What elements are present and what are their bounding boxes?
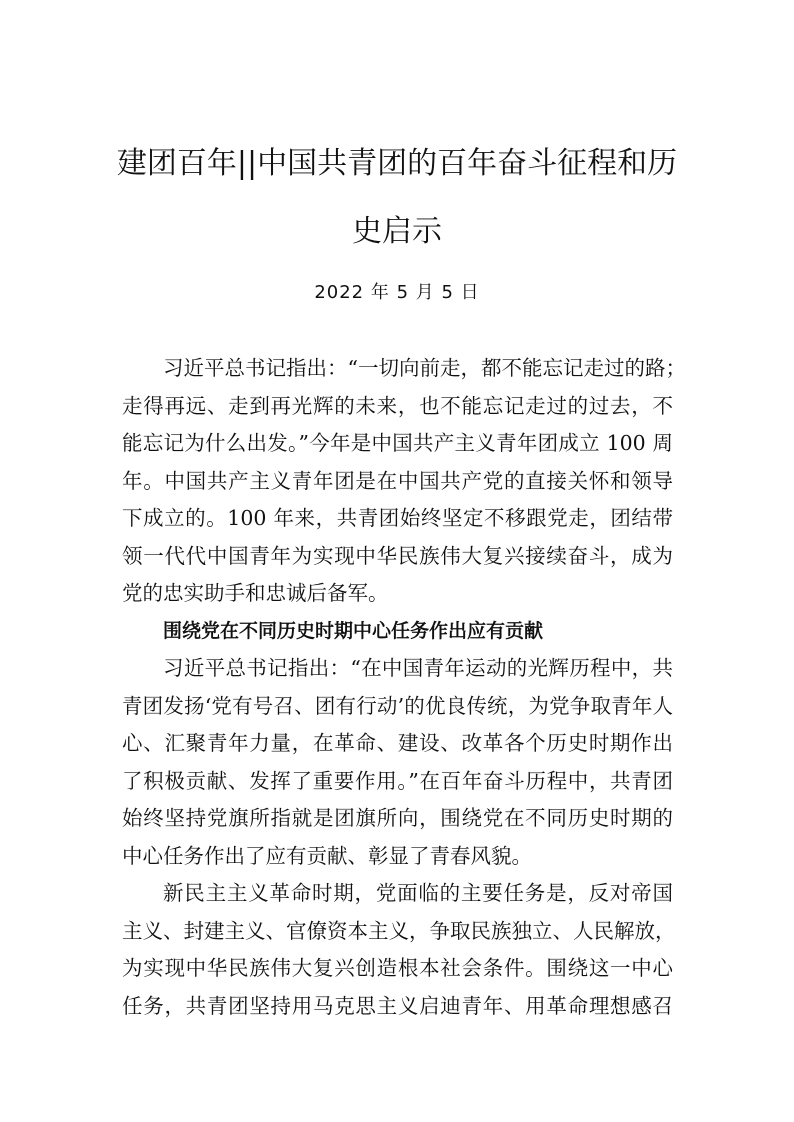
paragraph-line: 年。中国共产主义青年团是在中国共产党的直接关怀和领导 — [122, 468, 673, 493]
paragraph-line: 党的忠实助手和忠诚后备军。 — [122, 581, 389, 605]
paragraph-line: 始终坚持党旗所指就是团旗所向，围绕党在不同历史时期的 — [122, 806, 673, 830]
paragraph-line: 了积极贡献、发挥了重要作用。”在百年奋斗历程中，共青团 — [122, 768, 673, 793]
paragraph-line: 主义、封建主义、官僚资本主义，争取民族独立、人民解放， — [122, 918, 676, 943]
paragraph-line: 任务，共青团坚持用马克思主义启迪青年、用革命理想感召 — [122, 993, 673, 1018]
paragraph-line: 走得再远、走到再光辉的未来，也不能忘记走过的过去，不 — [122, 393, 673, 418]
paragraph-line: 为实现中华民族伟大复兴创造根本社会条件。围绕这一中心 — [122, 956, 673, 980]
article-body — [122, 350, 686, 1025]
document-title-line-2: 史启示 — [352, 214, 442, 249]
paragraph-line: 下成立的。100 年来，共青团始终坚定不移跟党走，团结带 — [122, 506, 673, 530]
paragraph-line: 领一代代中国青年为实现中华民族伟大复兴接续奋斗，成为 — [122, 543, 673, 568]
paragraph-line: 中心任务作出了应有贡献、彰显了青春风貌。 — [122, 843, 532, 868]
paragraph-line: 青团发扬‘党有号召、团有行动’的优良传统，为党争取青年人 — [122, 693, 673, 718]
paragraph-line: 新民主主义革命时期，党面临的主要任务是，反对帝国 — [163, 881, 673, 905]
paragraph-line: 习近平总书记指出：“在中国青年运动的光辉历程中，共 — [163, 656, 673, 680]
paragraph-line: 习近平总书记指出：“一切向前走，都不能忘记走过的路； — [163, 356, 686, 380]
publish-date: 2022 年 5 月 5 日 — [314, 282, 480, 303]
section-heading: 围绕党在不同历史时期中心任务作出应有贡献 — [163, 619, 544, 642]
document-title-line-1: 建团百年||中国共青团的百年奋斗征程和历 — [116, 146, 678, 181]
paragraph-line: 心、汇聚青年力量，在革命、建设、改革各个历史时期作出 — [122, 731, 673, 755]
paragraph-line: 能忘记为什么出发。”今年是中国共产主义青年团成立 100 周 — [122, 431, 673, 455]
